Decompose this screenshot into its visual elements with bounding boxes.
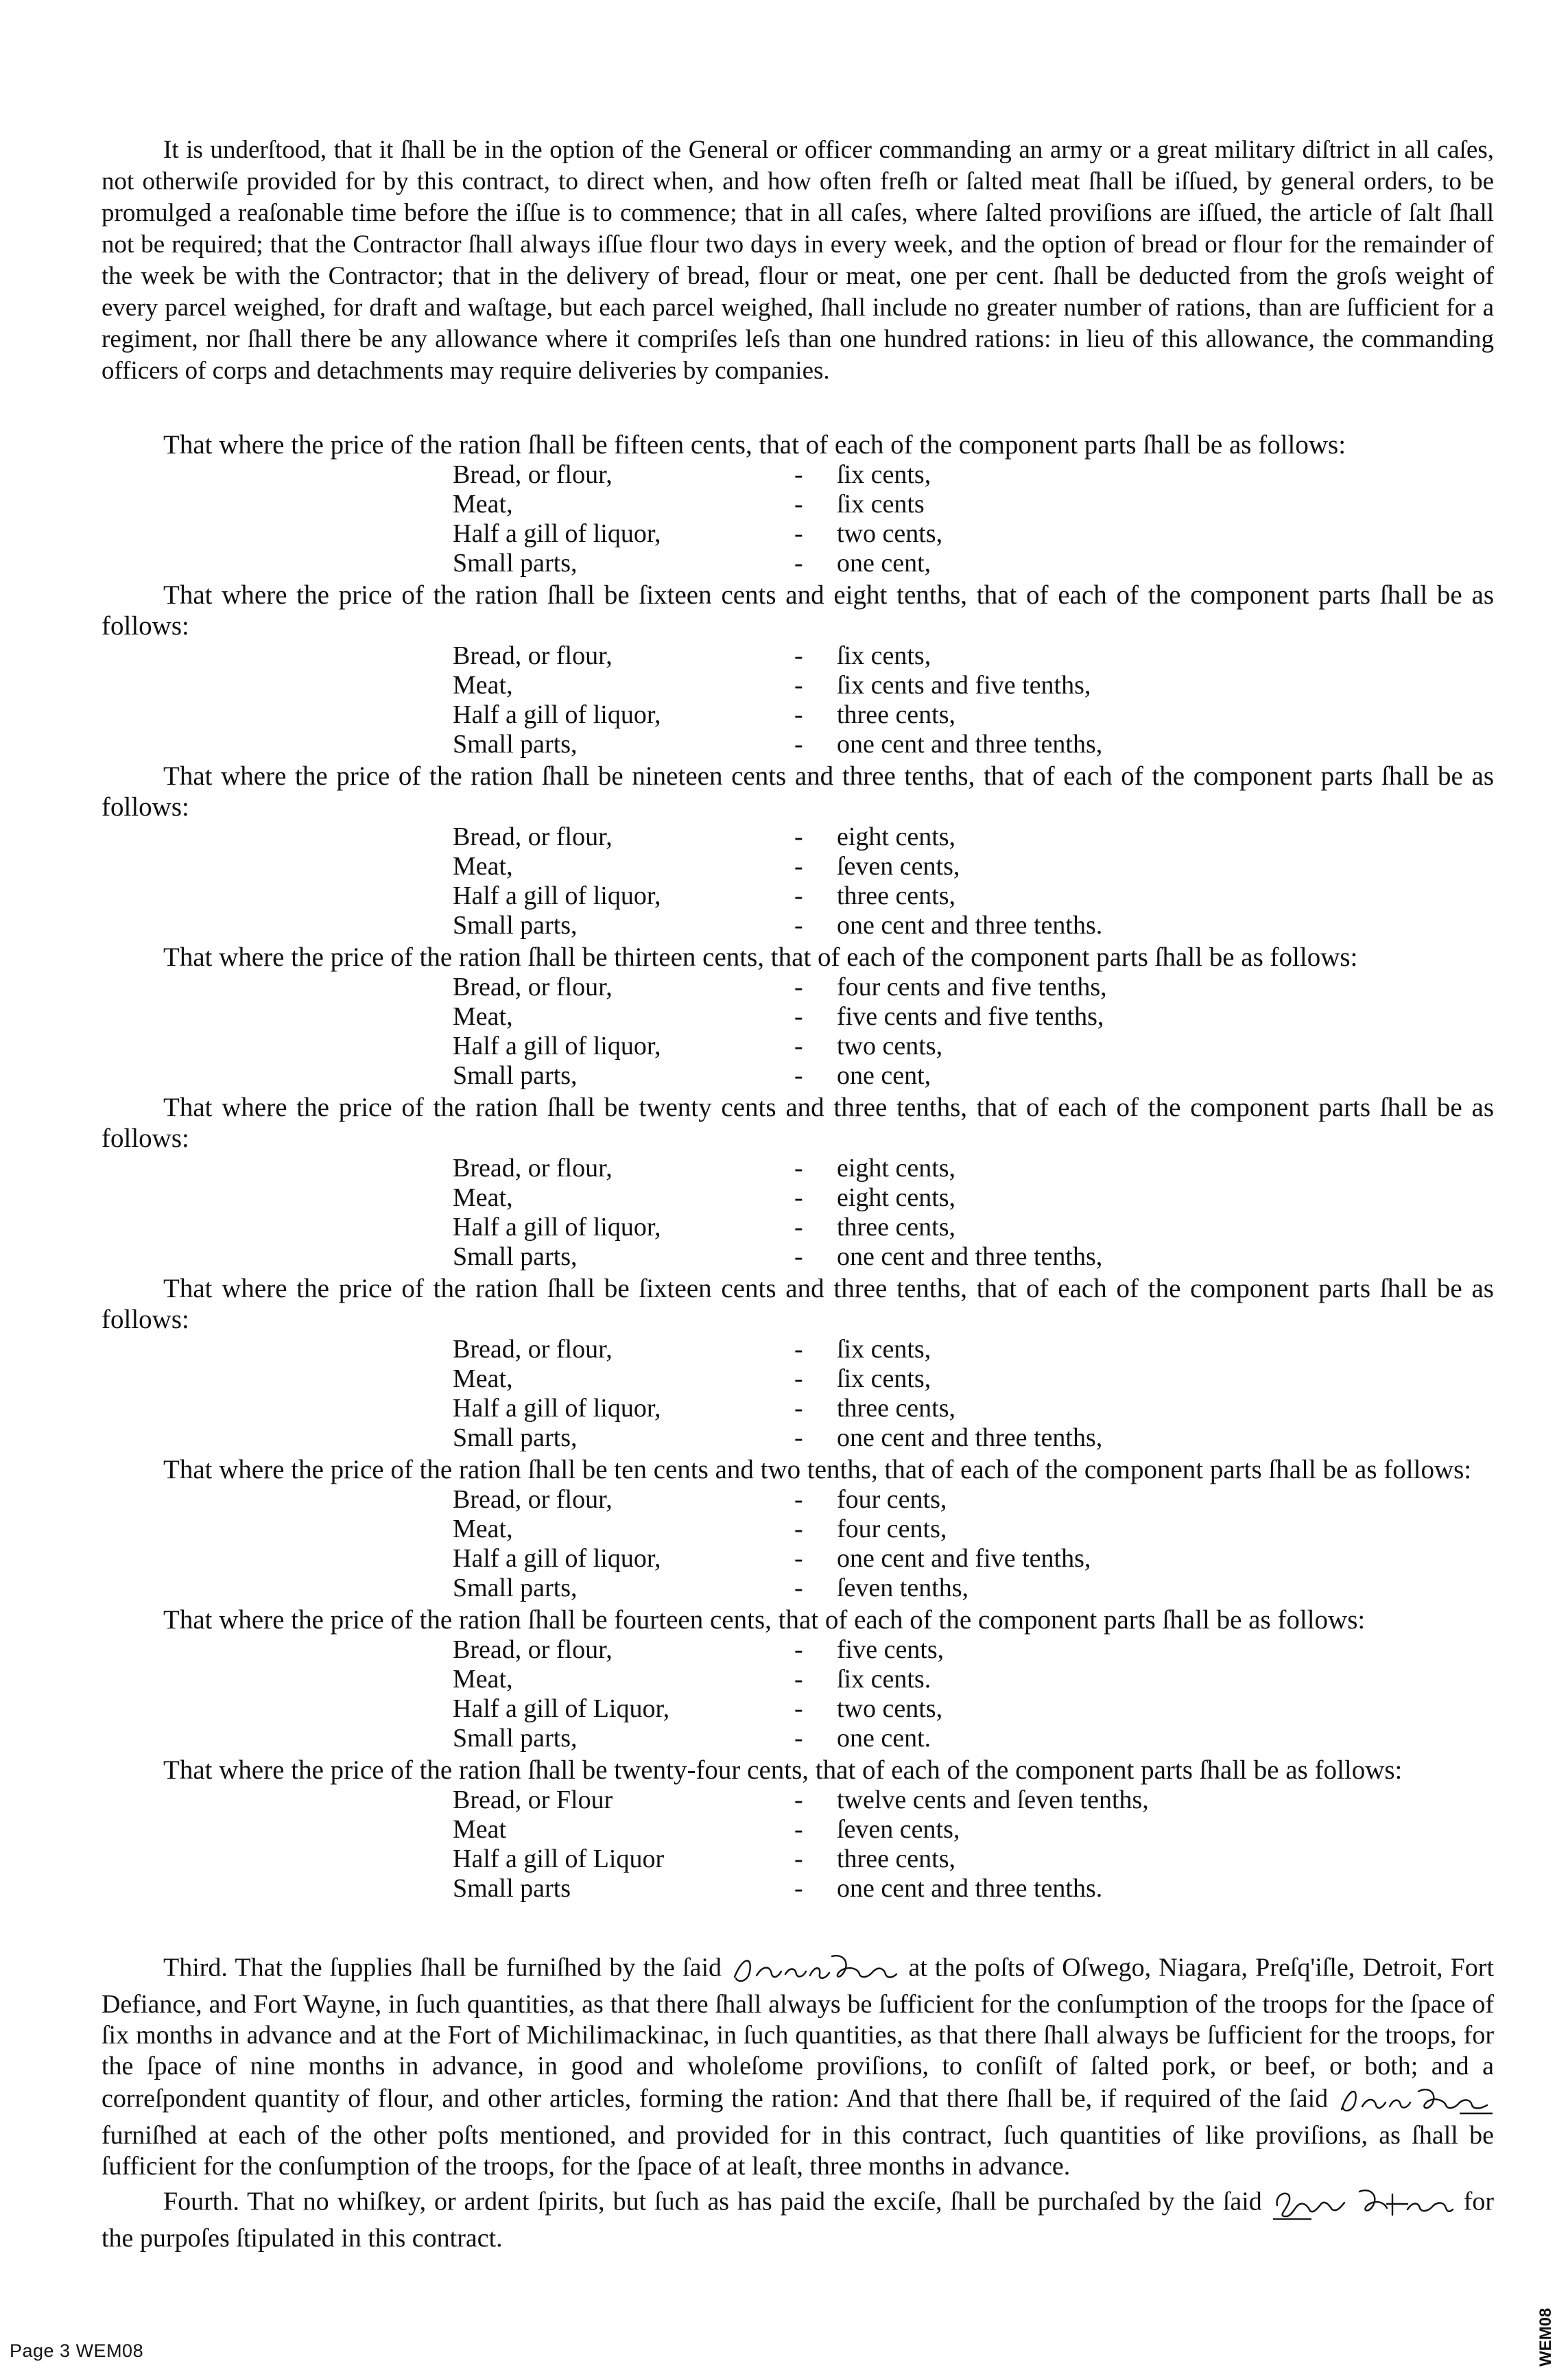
leader-dash: - <box>794 1183 803 1212</box>
schedule-lead: That where the price of the ration ſhall be fourteen cents, that of each of the component parts ſhall be as follows: <box>163 1605 1366 1635</box>
component-price: three cents, <box>837 881 956 910</box>
component-row <box>102 822 1494 852</box>
component-name: Meat, <box>453 852 513 881</box>
component-row <box>102 1874 1494 1903</box>
leader-dash: - <box>794 1335 803 1364</box>
leader-dash: - <box>794 1845 803 1873</box>
component-list <box>102 641 1494 759</box>
component-row <box>102 1786 1494 1815</box>
component-price: one cent and three tenths, <box>837 730 1103 759</box>
component-price: two cents, <box>837 1694 943 1723</box>
component-row <box>102 549 1494 578</box>
leader-dash: - <box>794 1874 803 1903</box>
component-price: four cents, <box>837 1515 947 1543</box>
component-price: two cents, <box>837 519 943 548</box>
price-schedule <box>102 429 1494 578</box>
component-row <box>102 700 1494 730</box>
leader-dash: - <box>794 1635 803 1664</box>
component-row <box>102 730 1494 759</box>
leader-dash: - <box>794 1213 803 1242</box>
component-row <box>102 1815 1494 1845</box>
component-name: Bread, or flour, <box>453 1635 613 1664</box>
component-name: Bread, or flour, <box>453 1154 613 1183</box>
component-row <box>102 1724 1494 1753</box>
component-row <box>102 1544 1494 1574</box>
component-name: Bread, or flour, <box>453 1485 613 1514</box>
component-price: eight cents, <box>837 1154 956 1183</box>
component-name: Bread, or Flour <box>453 1786 613 1814</box>
leader-dash: - <box>794 549 803 578</box>
component-row <box>102 1694 1494 1724</box>
component-list <box>102 1786 1494 1903</box>
component-row <box>102 1032 1494 1061</box>
clause-fourth <box>102 2185 1494 2254</box>
handwritten-signature <box>729 1951 901 1989</box>
schedule-lead: That where the price of the ration ſhall be nineteen cents and three tenths, that of each of the component parts ſhall be as follows: <box>102 761 1494 822</box>
component-row <box>102 1485 1494 1515</box>
component-price: ſix cents, <box>837 1364 931 1393</box>
component-price: ſeven tenths, <box>837 1574 969 1602</box>
component-row <box>102 519 1494 549</box>
schedule-lead: That where the price of the ration ſhall be twenty cents and three tenths, that of each of the component parts ſhall be as follows: <box>102 1093 1494 1153</box>
component-row <box>102 1394 1494 1423</box>
leader-dash: - <box>794 1242 803 1271</box>
component-name: Half a gill of liquor, <box>453 1394 661 1423</box>
price-schedules <box>102 429 1494 1905</box>
contract-clauses <box>102 1951 1494 2257</box>
component-price: one cent and three tenths, <box>837 1242 1103 1271</box>
leader-dash: - <box>794 1665 803 1694</box>
component-row <box>102 1213 1494 1242</box>
component-list <box>102 1635 1494 1753</box>
component-price: one cent and five tenths, <box>837 1544 1091 1573</box>
component-name: Meat, <box>453 490 513 519</box>
component-name: Small parts, <box>453 911 578 940</box>
component-row <box>102 490 1494 519</box>
component-price: one cent, <box>837 1061 931 1090</box>
component-row <box>102 1635 1494 1665</box>
leader-dash: - <box>794 881 803 910</box>
handwritten-signature <box>1270 2185 1456 2223</box>
component-price: one cent and three tenths. <box>837 1874 1103 1903</box>
price-schedule <box>102 1755 1494 1903</box>
component-row <box>102 1515 1494 1544</box>
component-row <box>102 852 1494 881</box>
leader-dash: - <box>794 1032 803 1060</box>
component-row <box>102 671 1494 700</box>
component-name: Half a gill of Liquor <box>453 1845 665 1873</box>
component-name: Half a gill of Liquor, <box>453 1694 670 1723</box>
component-price: ſix cents, <box>837 1335 931 1364</box>
component-price: two cents, <box>837 1032 943 1060</box>
component-name: Meat <box>453 1815 507 1844</box>
component-price: four cents, <box>837 1485 947 1514</box>
leader-dash: - <box>794 1154 803 1183</box>
component-name: Small parts, <box>453 549 578 578</box>
component-row <box>102 1002 1494 1032</box>
leader-dash: - <box>794 822 803 851</box>
schedule-lead: That where the price of the ration ſhall be fifteen cents, that of each of the component parts ſhall be as follows: <box>163 430 1346 460</box>
component-name: Bread, or flour, <box>453 641 613 670</box>
component-name: Half a gill of liquor, <box>453 519 661 548</box>
leader-dash: - <box>794 519 803 548</box>
component-name: Meat, <box>453 1515 513 1543</box>
component-name: Meat, <box>453 1364 513 1393</box>
component-row <box>102 460 1494 490</box>
side-label <box>1527 2298 1568 2367</box>
component-name: Small parts, <box>453 1724 578 1753</box>
leader-dash: - <box>794 1574 803 1602</box>
clause-third <box>102 1951 1494 2182</box>
component-name: Meat, <box>453 1002 513 1031</box>
component-name: Half a gill of liquor, <box>453 1544 661 1573</box>
component-row <box>102 881 1494 911</box>
intro-text: It is underſtood, that it ſhall be in the option of the General or officer commanding an army or a great military diſtrict in all caſes, not otherwiſe provided for by this contract, to direct when, and how often freſh or ſalted meat ſhall be iſſued, by general orders, to be promulged a reaſonable time before the iſſue is to commence; that in all caſes, where ſalted proviſions are iſſued, the article of ſalt ſhall not be required; that the Contractor ſhall always iſſue flour two days in every week, and the option of bread or flour for the remainder of the week be with the Contractor; that in the delivery of bread, flour or meat, one per cent. ſhall be deducted from the groſs weight of every parcel weighed, for draft and waſtage, but each parcel weighed, ſhall include no greater number of rations, than are ſufficient for a regiment, nor ſhall there be any allowance where it compriſes leſs than one hundred rations: in lieu of this allowance, the commanding officers of corps and detachments may require deliveries by companies. <box>102 136 1494 385</box>
price-schedule <box>102 1273 1494 1453</box>
component-price: ſix cents and five tenths, <box>837 671 1091 700</box>
price-schedule <box>102 942 1494 1091</box>
component-name: Bread, or flour, <box>453 460 613 489</box>
leader-dash: - <box>794 1515 803 1543</box>
component-name: Half a gill of liquor, <box>453 1032 661 1060</box>
component-price: three cents, <box>837 1394 956 1423</box>
leader-dash: - <box>794 460 803 489</box>
price-schedule <box>102 1454 1494 1603</box>
leader-dash: - <box>794 973 803 1001</box>
leader-dash: - <box>794 671 803 700</box>
component-name: Bread, or flour, <box>453 973 613 1001</box>
leader-dash: - <box>794 730 803 759</box>
component-list <box>102 1154 1494 1272</box>
component-price: one cent, <box>837 549 931 578</box>
component-list <box>102 460 1494 578</box>
leader-dash: - <box>794 1544 803 1573</box>
component-row <box>102 1364 1494 1394</box>
clause-third-mid: at the poſts of Oſwego, Niagara, Preſq'iſle, Detroit, Fort Defiance, and Fort Wayne, in ſuch quantities, as that there ſhall always be ſufficient for the conſumption of the troops for the ſpace of ſix months in advance and at the Fort of Michilimackinac, in ſuch quantities, as that there ſhall always be ſufficient for the troops, for the ſpace of nine months in advance, in good and wholeſome proviſions, to conſiſt of ſalted pork, or beef, or both; and a correſpondent quantity of flour, and other articles, forming the ration: And that there ſhall be, if required of the ſaid <box>102 1953 1495 2113</box>
component-name: Small parts, <box>453 1423 578 1452</box>
component-price: ſix cents. <box>837 1665 931 1694</box>
component-row <box>102 1061 1494 1091</box>
leader-dash: - <box>794 1364 803 1393</box>
component-name: Meat, <box>453 1183 513 1212</box>
component-price: four cents and five tenths, <box>837 973 1107 1001</box>
leader-dash: - <box>794 1694 803 1723</box>
component-price: ſix cents <box>837 490 925 519</box>
clause-third-pre: Third. That the ſupplies ſhall be furniſhed by the ſaid <box>163 1953 722 1982</box>
component-row <box>102 1574 1494 1603</box>
component-row <box>102 911 1494 940</box>
component-list <box>102 822 1494 940</box>
component-row <box>102 1335 1494 1364</box>
component-price: three cents, <box>837 1845 956 1873</box>
component-name: Meat, <box>453 671 513 700</box>
component-name: Half a gill of liquor, <box>453 1213 661 1242</box>
component-row <box>102 1242 1494 1272</box>
clause-fourth-post: for the purpoſes ſtipulated in this contract. <box>102 2187 1494 2253</box>
leader-dash: - <box>794 1815 803 1844</box>
component-name: Meat, <box>453 1665 513 1694</box>
leader-dash: - <box>794 911 803 940</box>
component-name: Half a gill of liquor, <box>453 700 661 729</box>
component-price: eight cents, <box>837 1183 956 1212</box>
component-price: one cent and three tenths. <box>837 911 1103 940</box>
leader-dash: - <box>794 852 803 881</box>
schedule-lead: That where the price of the ration ſhall be ſixteen cents and eight tenths, that of each of the component parts ſhall be as follows: <box>102 580 1494 641</box>
component-name: Small parts, <box>453 730 578 759</box>
component-row <box>102 1665 1494 1694</box>
component-row <box>102 1154 1494 1183</box>
leader-dash: - <box>794 641 803 670</box>
clause-third-post: furniſhed at each of the other poſts mentioned, and provided for in this contract, ſuch quantities of like proviſions, as ſhall be ſufficient for the conſumption of the troops, for the ſpace of at leaſt, three months in advance. <box>102 2121 1494 2181</box>
leader-dash: - <box>794 1423 803 1452</box>
component-name: Small parts, <box>453 1574 578 1602</box>
leader-dash: - <box>794 1724 803 1753</box>
component-price: ſeven cents, <box>837 852 960 881</box>
leader-dash: - <box>794 1002 803 1031</box>
component-row <box>102 1845 1494 1874</box>
price-schedule <box>102 580 1494 759</box>
schedule-lead: That where the price of the ration ſhall be twenty-four cents, that of each of the component parts ſhall be as follows: <box>163 1755 1403 1785</box>
schedule-lead: That where the price of the ration ſhall be ſixteen cents and three tenths, that of each of the component parts ſhall be as follows: <box>102 1274 1494 1334</box>
price-schedule <box>102 1604 1494 1753</box>
component-name: Bread, or flour, <box>453 822 613 851</box>
component-list <box>102 1485 1494 1603</box>
handwritten-signature <box>1336 2082 1494 2120</box>
component-list <box>102 1335 1494 1453</box>
component-price: ſix cents, <box>837 641 931 670</box>
leader-dash: - <box>794 1061 803 1090</box>
component-price: five cents, <box>837 1635 945 1664</box>
leader-dash: - <box>794 1394 803 1423</box>
component-row <box>102 973 1494 1002</box>
schedule-lead: That where the price of the ration ſhall be thirteen cents, that of each of the component parts ſhall be as follows: <box>163 942 1358 972</box>
leader-dash: - <box>794 700 803 729</box>
component-row <box>102 1423 1494 1453</box>
component-price: one cent. <box>837 1724 931 1753</box>
component-price: three cents, <box>837 700 956 729</box>
component-price: eight cents, <box>837 822 956 851</box>
clause-fourth-pre: Fourth. That no whiſkey, or ardent ſpirits, but ſuch as has paid the exciſe, ſhall be purchaſed by the ſaid <box>163 2187 1262 2216</box>
side-label-text: WEM08 <box>1536 2308 1555 2367</box>
intro-paragraph <box>102 134 1494 387</box>
component-price: twelve cents and ſeven tenths, <box>837 1786 1149 1814</box>
leader-dash: - <box>794 1485 803 1514</box>
component-name: Small parts <box>453 1874 571 1903</box>
component-price: ſeven cents, <box>837 1815 960 1844</box>
component-list <box>102 973 1494 1091</box>
price-schedule <box>102 761 1494 940</box>
leader-dash: - <box>794 1786 803 1814</box>
leader-dash: - <box>794 490 803 519</box>
component-row <box>102 1183 1494 1213</box>
component-price: five cents and five tenths, <box>837 1002 1104 1031</box>
price-schedule <box>102 1092 1494 1272</box>
schedule-lead: That where the price of the ration ſhall be ten cents and two tenths, that of each of the component parts ſhall be as follows: <box>163 1455 1472 1484</box>
component-name: Bread, or flour, <box>453 1335 613 1364</box>
component-name: Small parts, <box>453 1061 578 1090</box>
component-price: three cents, <box>837 1213 956 1242</box>
page-footer: Page 3 WEM08 <box>10 2340 144 2361</box>
component-price: one cent and three tenths, <box>837 1423 1103 1452</box>
component-name: Half a gill of liquor, <box>453 881 661 910</box>
component-name: Small parts, <box>453 1242 578 1271</box>
component-price: ſix cents, <box>837 460 931 489</box>
component-row <box>102 641 1494 671</box>
